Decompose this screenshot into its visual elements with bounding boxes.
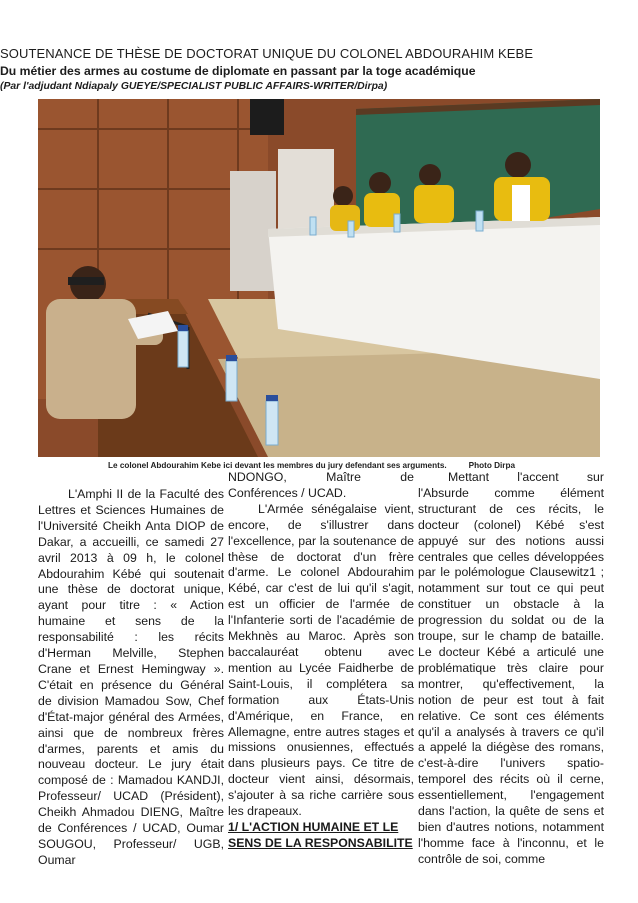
- article-photo: [38, 99, 600, 457]
- paragraph: L'Armée sénégalaise vient, encore, de s'illustrer dans l'excellence, par la soutenance de thèse de doctorat d'un frère d'arme. Le colonel Abdourahim Kébé, car c'est de lui qu'il s'agit, est un officier de l'armée de l'Infanterie sorti de l'académie de Mekhnès au Maroc. Après son baccalauréat obtenu avec mention au Lycée Faidherbe de Saint-Louis, il complétera sa formation aux États-Unis d'Amérique, en France, en Allemagne, entre autres stages et missions onusiennes, effectués dans plusieurs pays. Ce titre de docteur vient ainsi, désormais, s'ajouter à sa riche carrière sous les drapeaux.: [228, 501, 414, 819]
- article-column-3: [418, 470, 604, 868]
- article-title: SOUTENANCE DE THÈSE DE DOCTORAT UNIQUE DU COLONEL ABDOURAHIM KEBE: [0, 46, 534, 61]
- caption-text: Le colonel Abdourahim Kebe ici devant les membres du jury defendant ses arguments.: [108, 461, 447, 470]
- paragraph: L'Amphi II de la Faculté des Lettres et Sciences Humaines de l'Université Cheikh Anta DIOP de Dakar, a accueilli, ce samedi 27 avril 2013 à 09 h, le colonel Abdourahim Kébé qui soutenait une thèse de doctorat unique, ayant pour titre : « Action humaine et sens de la responsabilité : les récits d'Herman Melville, Stephen Crane et Ernest Hemingway ». C'était en présence du Général de division Mamadou Sow, Chef d'État-major général des Armées, ainsi que de nombreux frères d'armes, parents et amis du nouveau docteur. Le jury était composé de : Mamadou KANDJI, Professeur/ UCAD (Président), Cheikh Ahmadou DIENG, Maître de Conférences / UCAD, Oumar SOUGOU, Professeur/ UGB, Oumar: [38, 487, 224, 867]
- section-heading: 1/ L'ACTION HUMAINE ET LE SENS DE LA RESPONSABILITE: [228, 819, 413, 850]
- article-column-2: [228, 470, 414, 852]
- photo-caption: [108, 461, 588, 470]
- article-subtitle: Du métier des armes au costume de diplomate en passant par la toge académique: [0, 64, 476, 78]
- article-byline: (Par l'adjudant Ndiapaly GUEYE/SPECIALIST PUBLIC AFFAIRS-WRITER/Dirpa): [0, 81, 388, 92]
- paragraph: NDONGO, Maître de Conférences / UCAD.: [228, 470, 414, 500]
- paragraph: Mettant l'accent sur l'Absurde comme élément structurant de ces récits, le docteur (colonel) Kébé s'est appuyé sur des notions aussi centrales que celles développées par le polémologue Clausewitz1 ; notamment sur tout ce qui peut constituer un obstacle à la progression du soldat ou de la troupe, sur le champ de bataille. Le docteur Kébé a articulé une problématique très claire pour montrer, qu'effectivement, la notion de peur est tout à fait relative. Ce sont ces éléments qu'il a analysés à travers ce qu'il a appelé la diégèse des romans, c'est-à-dire l'univers spatio-temporel des récits où il cerne, essentiellement, l'engagement dans l'action, la quête de sens et bien d'autres notions, notamment l'homme face à l'inconnu, et le contrôle de soi, comme: [418, 470, 604, 866]
- article-column-1: [38, 487, 224, 869]
- photo-credit: Photo Dirpa: [468, 461, 516, 470]
